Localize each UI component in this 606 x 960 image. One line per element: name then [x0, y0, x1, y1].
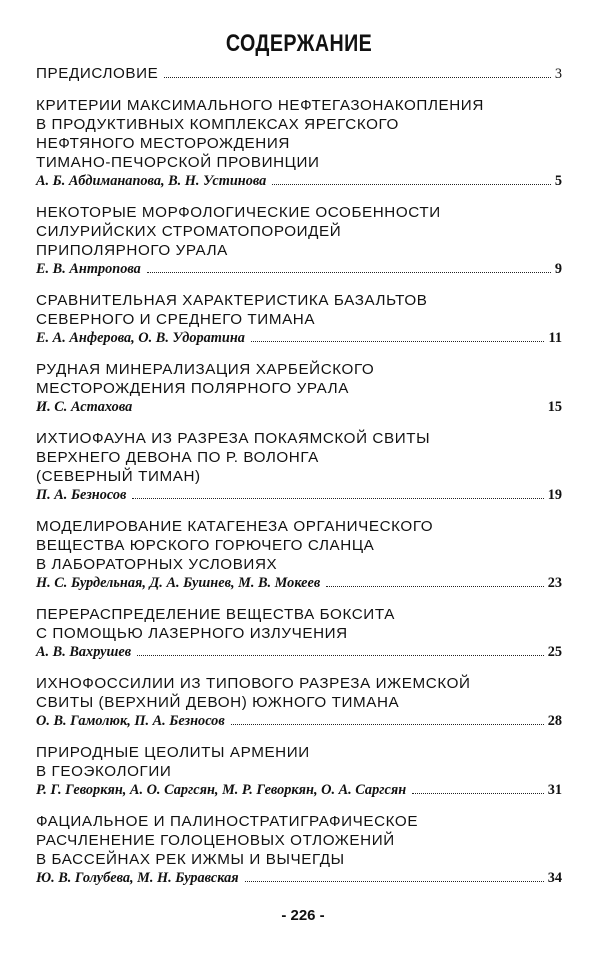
entry-title-line: ПРИПОЛЯРНОГО УРАЛА — [36, 242, 228, 259]
toc-list — [36, 96, 562, 888]
entry-title-line: В ПРОДУКТИВНЫХ КОМПЛЕКСАХ ЯРЕГСКОГО — [36, 116, 399, 133]
entry-authors: Р. Г. Геворкян, А. О. Саргсян, М. Р. Геворкян, О. А. Саргсян — [36, 782, 407, 798]
page-number: 28 — [547, 713, 562, 729]
toc-row — [36, 329, 562, 348]
toc-entry[interactable] — [36, 812, 562, 888]
toc-entry[interactable] — [36, 203, 562, 279]
toc-row — [36, 64, 562, 84]
entry-authors: Е. В. Антропова — [36, 261, 141, 277]
entry-title-line: В БАССЕЙНАХ РЕК ИЖМЫ И ВЫЧЕГДЫ — [36, 851, 345, 868]
entry-title-line: ТИМАНО-ПЕЧОРСКОЙ ПРОВИНЦИИ — [36, 154, 320, 171]
entry-title-line: СВИТЫ (ВЕРХНИЙ ДЕВОН) ЮЖНОГО ТИМАНА — [36, 694, 400, 711]
entry-authors: Н. С. Бурдельная, Д. А. Бушнев, М. В. Мокеев — [36, 575, 321, 591]
toc-row — [36, 398, 562, 417]
page-number: 19 — [547, 487, 562, 503]
entry-title-line: ВЕЩЕСТВА ЮРСКОГО ГОРЮЧЕГО СЛАНЦА — [36, 537, 375, 554]
page-number: 25 — [547, 644, 562, 660]
entry-title-line: МЕСТОРОЖДЕНИЯ ПОЛЯРНОГО УРАЛА — [36, 380, 349, 397]
dot-leader — [272, 184, 551, 185]
entry-authors: Е. А. Анферова, О. В. Удоратина — [36, 330, 245, 346]
toc-entry[interactable] — [36, 674, 562, 731]
entry-title-line: ИХТИОФАУНА ИЗ РАЗРЕЗА ПОКАЯМСКОЙ СВИТЫ — [36, 430, 431, 447]
entry-authors: И. С. Астахова — [36, 399, 133, 415]
toc-row — [36, 260, 562, 279]
dot-leader — [231, 724, 544, 725]
dot-leader — [147, 272, 551, 273]
page-number: 9 — [554, 261, 562, 277]
page-number: 31 — [547, 782, 562, 798]
toc-entry[interactable] — [36, 743, 562, 800]
page-number: 34 — [547, 870, 562, 886]
page-footer-number: - 226 - — [281, 907, 325, 924]
entry-title-line: НЕКОТОРЫЕ МОРФОЛОГИЧЕСКИЕ ОСОБЕННОСТИ — [36, 204, 441, 221]
entry-authors: А. Б. Абдиманапова, В. Н. Устинова — [36, 173, 267, 189]
dot-leader — [326, 586, 543, 587]
entry-title-line: С ПОМОЩЬЮ ЛАЗЕРНОГО ИЗЛУЧЕНИЯ — [36, 625, 348, 642]
dot-leader — [251, 341, 545, 342]
entry-title-line: ФАЦИАЛЬНОЕ И ПАЛИНОСТРАТИГРАФИЧЕСКОЕ — [36, 813, 419, 830]
page-number: 5 — [554, 173, 562, 189]
entry-title-line: В ГЕОЭКОЛОГИИ — [36, 763, 172, 780]
entry-title-line: МОДЕЛИРОВАНИЕ КАТАГЕНЕЗА ОРГАНИЧЕСКОГО — [36, 518, 434, 535]
entry-title-line: В ЛАБОРАТОРНЫХ УСЛОВИЯХ — [36, 556, 278, 573]
dot-leader — [245, 881, 544, 882]
toc-entry-preface[interactable] — [36, 64, 562, 84]
toc-row — [36, 574, 562, 593]
entry-authors: А. В. Вахрушев — [36, 644, 132, 660]
entry-title-line: КРИТЕРИИ МАКСИМАЛЬНОГО НЕФТЕГАЗОНАКОПЛЕНИЯ — [36, 97, 484, 114]
entry-title-line: РУДНАЯ МИНЕРАЛИЗАЦИЯ ХАРБЕЙСКОГО — [36, 361, 375, 378]
entry-title-line: СИЛУРИЙСКИХ СТРОМАТОПОРОИДЕЙ — [36, 223, 342, 240]
page-number: 3 — [554, 66, 562, 82]
toc-row — [36, 781, 562, 800]
toc-entry[interactable] — [36, 605, 562, 662]
page-number: 11 — [548, 330, 562, 346]
entry-title-line: ПРИРОДНЫЕ ЦЕОЛИТЫ АРМЕНИИ — [36, 744, 310, 761]
entry-title-line: (СЕВЕРНЫЙ ТИМАН) — [36, 468, 201, 485]
toc-row — [36, 869, 562, 888]
dot-leader — [164, 77, 550, 78]
entry-title-line: ВЕРХНЕГО ДЕВОНА ПО Р. ВОЛОНГА — [36, 449, 319, 466]
toc-row — [36, 643, 562, 662]
toc-entry[interactable] — [36, 96, 562, 191]
entry-title-line: СРАВНИТЕЛЬНАЯ ХАРАКТЕРИСТИКА БАЗАЛЬТОВ — [36, 292, 428, 309]
entry-title-line: НЕФТЯНОГО МЕСТОРОЖДЕНИЯ — [36, 135, 290, 152]
toc-row — [36, 486, 562, 505]
page-number: 15 — [547, 399, 562, 415]
dot-leader — [412, 793, 544, 794]
page-number: 23 — [547, 575, 562, 591]
entry-title: ПРЕДИСЛОВИЕ — [36, 65, 159, 82]
entry-title-line: ИХНОФОССИЛИИ ИЗ ТИПОВОГО РАЗРЕЗА ИЖЕМСКОЙ — [36, 675, 471, 692]
entry-authors: О. В. Гамолюк, П. А. Безносов — [36, 713, 225, 729]
entry-title-line: ПЕРЕРАСПРЕДЕЛЕНИЕ ВЕЩЕСТВА БОКСИТА — [36, 606, 395, 623]
toc-entry[interactable] — [36, 517, 562, 593]
toc-entry[interactable] — [36, 360, 562, 417]
entry-title-line: РАСЧЛЕНЕНИЕ ГОЛОЦЕНОВЫХ ОТЛОЖЕНИЙ — [36, 832, 395, 849]
toc-entry[interactable] — [36, 291, 562, 348]
dot-leader — [137, 655, 544, 656]
entry-authors: П. А. Безносов — [36, 487, 127, 503]
entry-authors: Ю. В. Голубева, М. Н. Буравская — [36, 870, 239, 886]
toc-entry[interactable] — [36, 429, 562, 505]
toc-row — [36, 172, 562, 191]
entry-title-line: СЕВЕРНОГО И СРЕДНЕГО ТИМАНА — [36, 311, 316, 328]
toc-row — [36, 712, 562, 731]
page-title: СОДЕРЖАНИЕ — [225, 30, 373, 57]
dot-leader — [132, 498, 543, 499]
